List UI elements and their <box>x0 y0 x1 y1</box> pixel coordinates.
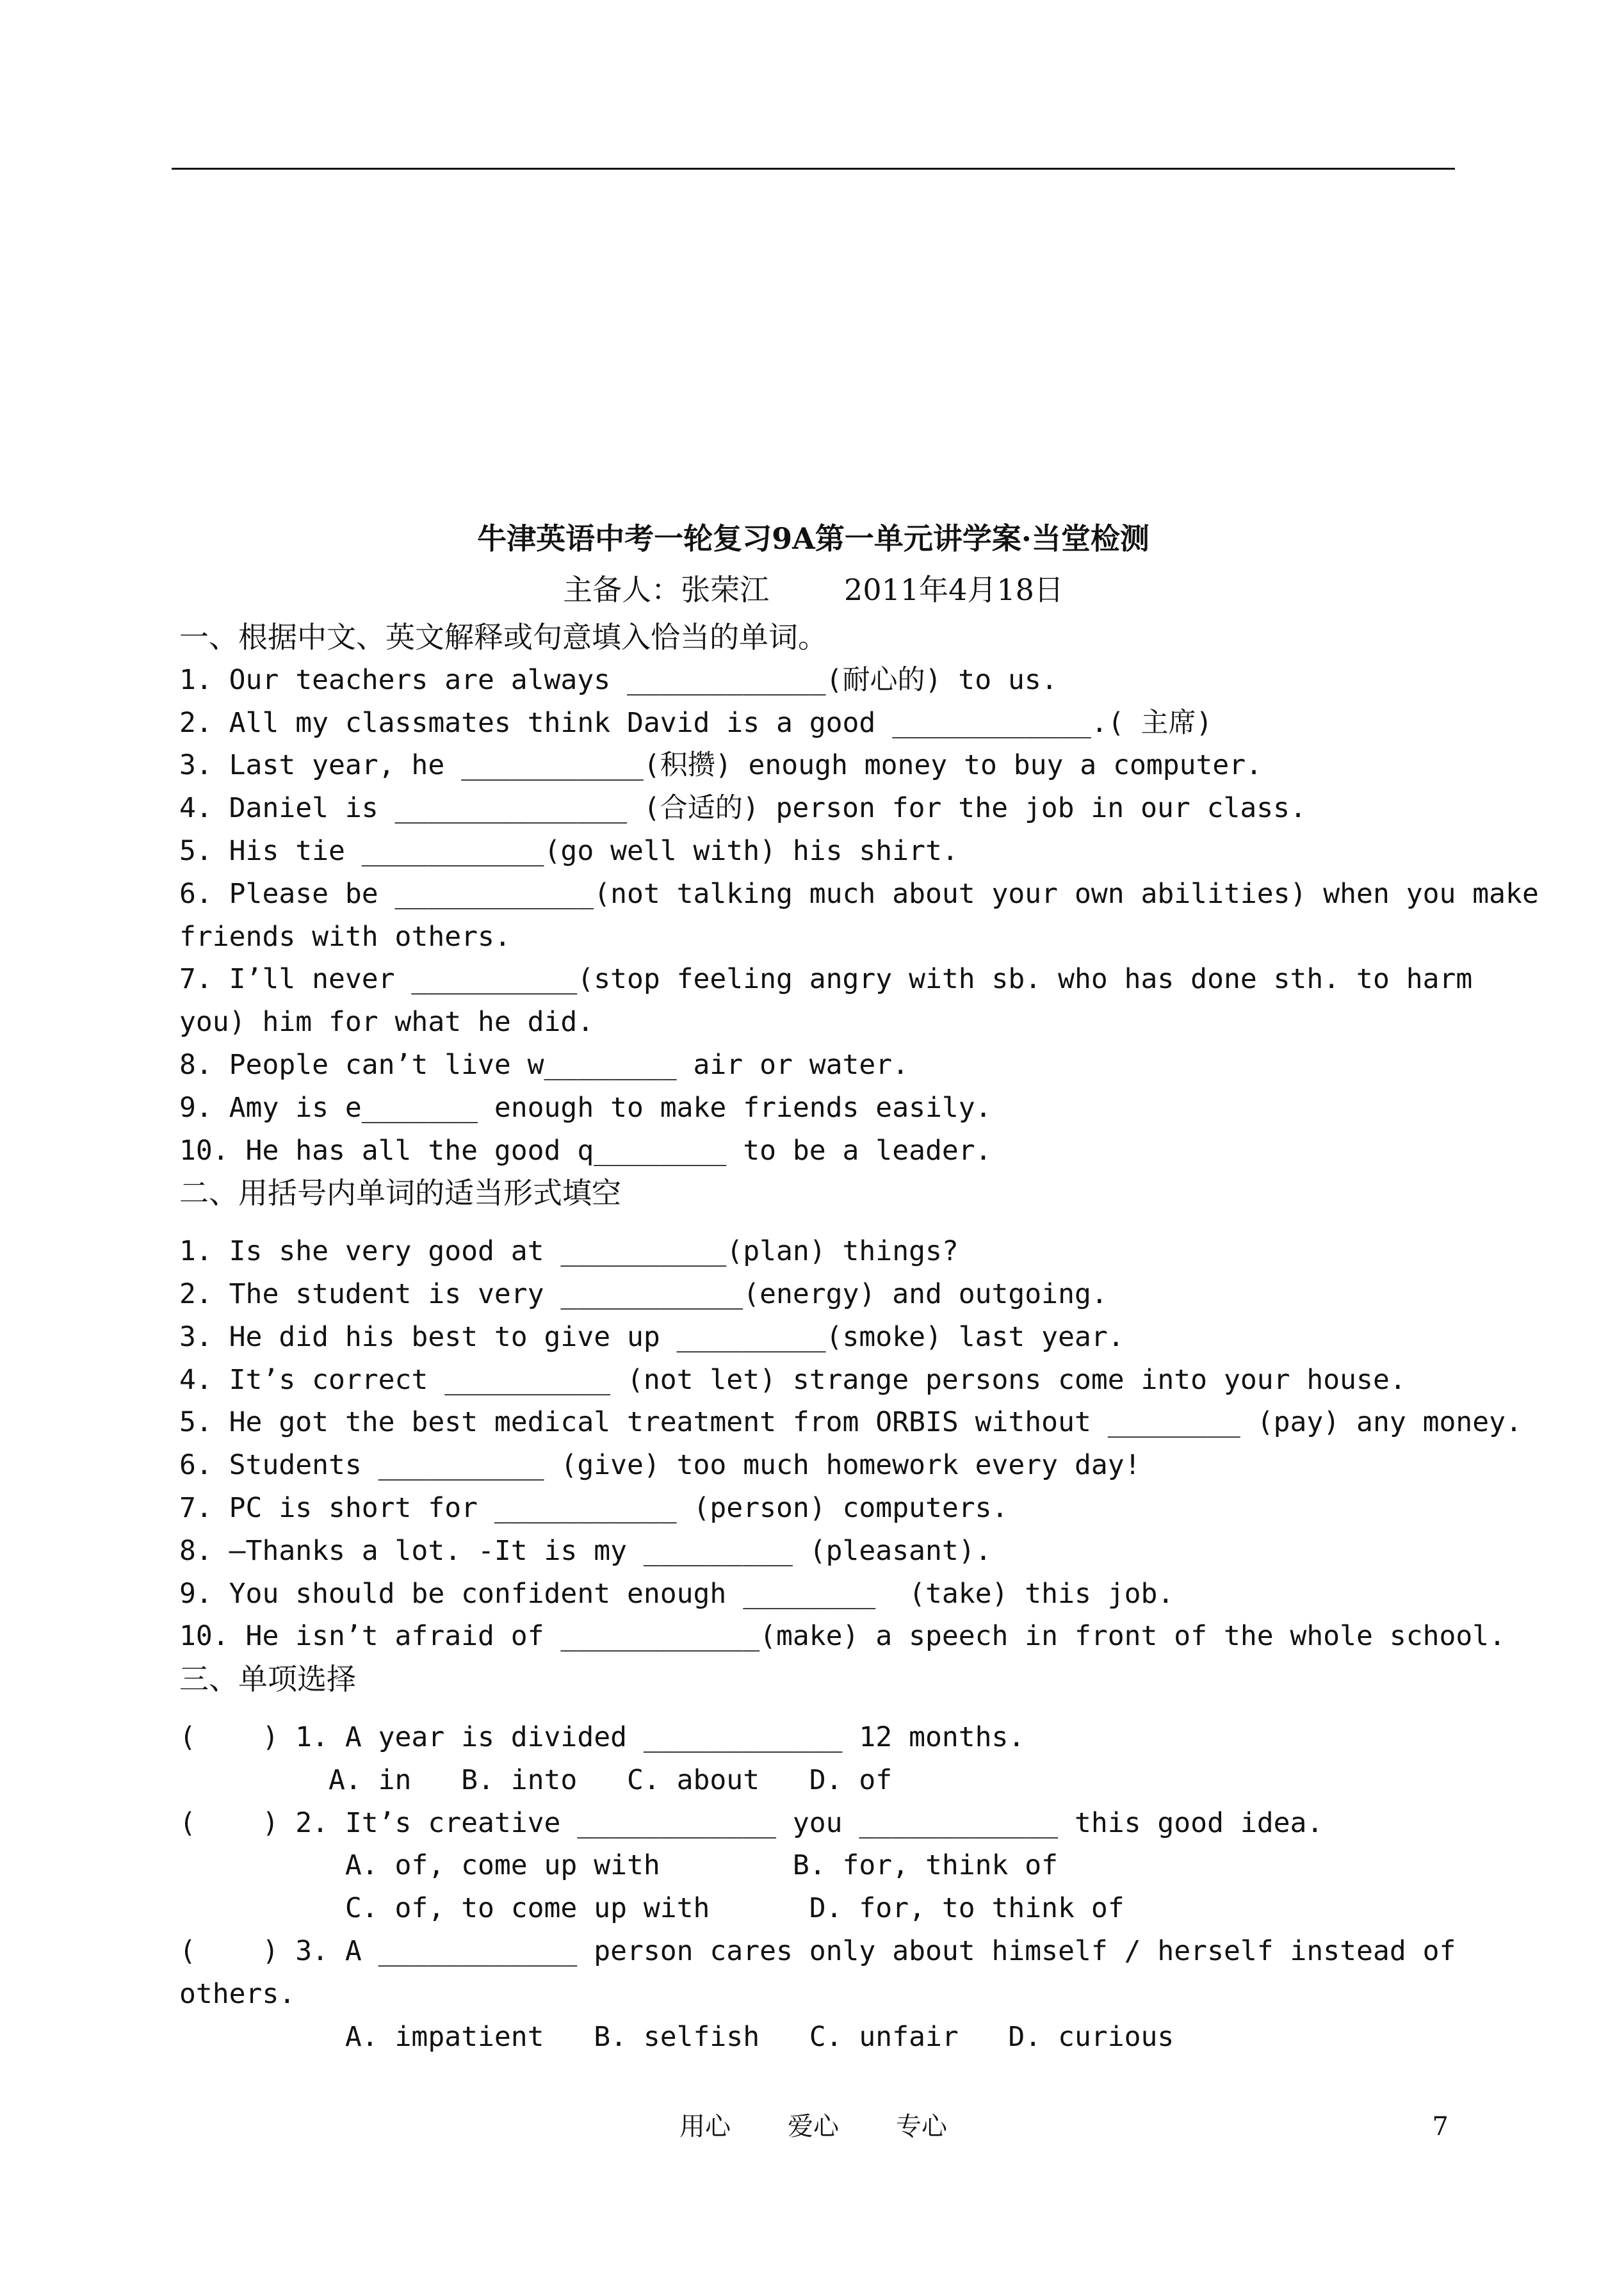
section-2-line-2: 2. The student is very ___________(energy) and outgoing. <box>179 1277 1108 1310</box>
section-2-line-3: 3. He did his best to give up _________(smoke) last year. <box>179 1320 1125 1353</box>
section-2-line-9: 9. You should be confident enough ________ (take) this job. <box>179 1577 1174 1610</box>
section-3-line-3: ( ) 2. It’s creative ____________ you ____________ this good idea. <box>179 1806 1324 1839</box>
section-3-line-7: others. <box>179 1977 296 2010</box>
worksheet-body <box>179 616 1539 2058</box>
section-1-line-1: 1. Our teachers are always ____________(耐心的) to us. <box>179 663 1058 696</box>
section-1-line-2: 2. All my classmates think David is a good ____________.( 主席) <box>179 706 1213 739</box>
section-3-line-8: A. impatient B. selfish C. unfair D. curious <box>179 2020 1174 2053</box>
header-rule <box>172 168 1455 170</box>
section-1-line-12: 10. He has all the good q________ to be a leader. <box>179 1134 992 1167</box>
page-number: 7 <box>1432 2112 1449 2141</box>
section-2-spacer <box>179 1215 1454 1230</box>
author-date-line: 主备人：张荣江 2011年4月18日 <box>563 572 1064 607</box>
section-2-line-5: 5. He got the best medical treatment from ORBIS without ________ (pay) any money. <box>179 1406 1522 1439</box>
section-3-line-2: A. in B. into C. about D. of <box>179 1764 893 1796</box>
section-2-heading: 二、用括号内单词的适当形式填空 <box>179 1176 621 1211</box>
section-2-line-4: 4. It’s correct __________ (not let) strange persons come into your house. <box>179 1363 1406 1396</box>
section-2-line-6: 6. Students __________ (give) too much homework every day! <box>179 1449 1141 1482</box>
section-3-line-4: A. of, come up with B. for, think of <box>179 1849 1059 1882</box>
section-1-line-8: 7. I’ll never __________(stop feeling angry with sb. who has done sth. to harm <box>179 963 1473 996</box>
section-2-line-1: 1. Is she very good at __________(plan) things? <box>179 1235 959 1268</box>
section-1-line-11: 9. Amy is e_______ enough to make friends easily. <box>179 1091 992 1124</box>
section-3-line-1: ( ) 1. A year is divided ____________ 12 months. <box>179 1721 1025 1753</box>
section-1-line-6: 6. Please be ____________(not talking much about your own abilities) when you make <box>179 877 1539 910</box>
worksheet-title: 牛津英语中考一轮复习9A第一单元讲学案·当堂检测 <box>477 521 1149 556</box>
section-2-line-8: 8. –Thanks a lot. -It is my _________ (pleasant). <box>179 1534 992 1567</box>
section-3-spacer <box>179 1701 1454 1716</box>
section-1-line-7: friends with others. <box>179 920 511 953</box>
section-2-line-7: 7. PC is short for ___________ (person) computers. <box>179 1491 1009 1524</box>
section-1-line-4: 4. Daniel is ______________ (合适的) person for the job in our class. <box>179 792 1306 825</box>
footer-motto: 用心 爱心 专心 <box>679 2112 947 2141</box>
section-2-line-10: 10. He isn’t afraid of ____________(make) a speech in front of the whole school. <box>179 1620 1506 1653</box>
section-1-line-5: 5. His tie ___________(go well with) his shirt. <box>179 834 959 867</box>
section-3-line-5: C. of, to come up with D. for, to think of <box>179 1892 1125 1925</box>
section-1-heading: 一、根据中文、英文解释或句意填入恰当的单词。 <box>179 620 827 654</box>
section-1-line-9: you) him for what he did. <box>179 1006 594 1039</box>
page-footer <box>172 2104 1455 2149</box>
section-3-line-6: ( ) 3. A ____________ person cares only about himself / herself instead of <box>179 1934 1456 1967</box>
section-1-line-10: 8. People can’t live w________ air or water. <box>179 1048 909 1081</box>
section-1-line-3: 3. Last year, he ___________(积攒) enough money to buy a computer. <box>179 749 1263 782</box>
section-3-heading: 三、单项选择 <box>179 1662 356 1697</box>
